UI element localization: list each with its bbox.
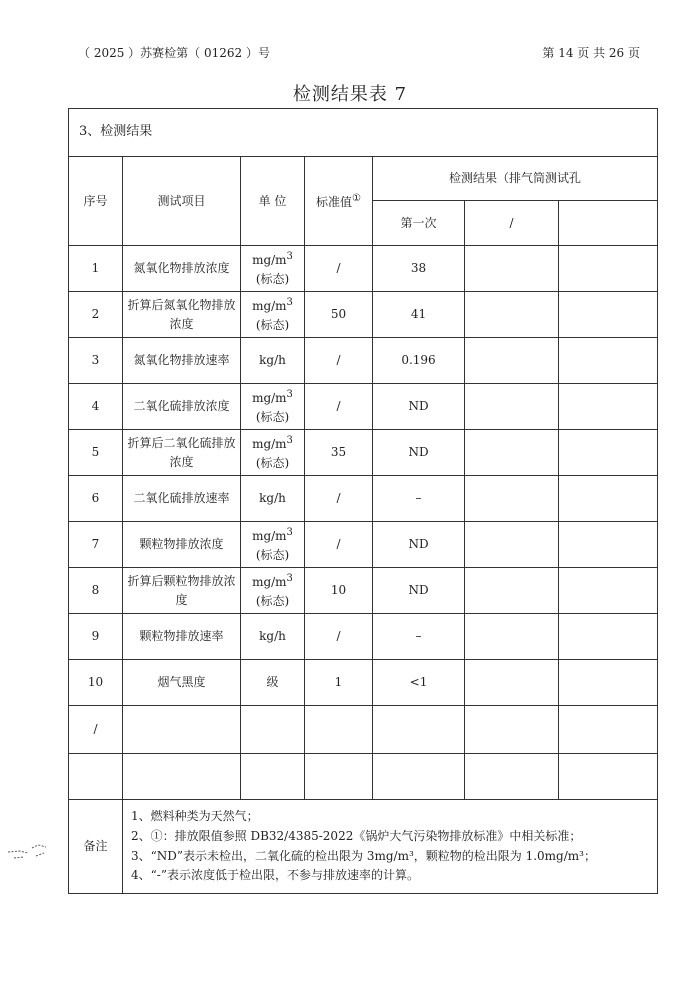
item-cell [123, 614, 241, 660]
result-first-cell [373, 384, 465, 430]
result-third-cell [559, 292, 658, 338]
result-first-value: ND [408, 537, 429, 552]
item-value: 氮氧化物排放浓度 [133, 261, 230, 276]
result-first-cell [373, 246, 465, 292]
standard-value: / [336, 353, 341, 368]
table-row [69, 614, 658, 660]
item-value: 折算后氮氧化物排放浓度 [127, 297, 236, 331]
result-second-cell [465, 568, 559, 614]
result-first-cell [373, 430, 465, 476]
seq-cell [69, 522, 123, 568]
table-row [69, 754, 658, 800]
pen-mark [6, 836, 52, 862]
unit-value: mg/m [252, 528, 287, 543]
result-first-value: ND [408, 583, 429, 598]
seq-value: / [93, 722, 98, 737]
result-second-cell [465, 292, 559, 338]
unit-condition: (标态) [255, 317, 290, 332]
table-row [69, 568, 658, 614]
result-second-cell [465, 706, 559, 754]
table-row [69, 246, 658, 292]
result-third-cell [559, 754, 658, 800]
item-value: 颗粒物排放浓度 [139, 537, 224, 552]
header-item: 测试项目 [123, 157, 241, 246]
standard-cell [305, 522, 373, 568]
result-second-cell [465, 430, 559, 476]
result-first-value: 0.196 [401, 353, 436, 368]
item-cell [123, 338, 241, 384]
note-line: 3、“ND”表示未检出，二氧化硫的检出限为 3mg/m³，颗粒物的检出限为 1.0mg/m³； [131, 848, 596, 863]
unit-cell [241, 338, 305, 384]
standard-cell [305, 476, 373, 522]
seq-value: 2 [91, 307, 100, 322]
header-result-group: 检测结果（排气筒测试孔 [373, 157, 658, 201]
unit-value: mg/m [252, 574, 287, 589]
unit-cell [241, 522, 305, 568]
section-title: 3、检测结果 [69, 109, 658, 157]
result-third-cell [559, 338, 658, 384]
unit-cell [241, 430, 305, 476]
seq-value: 9 [91, 629, 100, 644]
header-seq: 序号 [69, 157, 123, 246]
unit-value: mg/m [252, 390, 287, 405]
unit-condition: (标态) [255, 409, 290, 424]
result-first-cell [373, 338, 465, 384]
unit-value: kg/h [259, 353, 286, 368]
result-first-value: – [415, 491, 422, 506]
page-info: 第 14 页 共 26 页 [542, 46, 640, 60]
table-row [69, 292, 658, 338]
note-line: 1、燃料种类为天然气； [131, 808, 259, 823]
header-second-test: / [465, 201, 559, 246]
unit-cell [241, 614, 305, 660]
result-first-cell [373, 568, 465, 614]
result-first-value: – [415, 629, 422, 644]
seq-value: 6 [91, 491, 100, 506]
unit-condition: (标态) [255, 593, 290, 608]
table-row [69, 660, 658, 706]
note-line: 4、“-”表示浓度低于检出限，不参与排放速率的计算。 [131, 868, 419, 883]
unit-cell [241, 292, 305, 338]
result-first-cell [373, 476, 465, 522]
result-second-cell [465, 246, 559, 292]
unit-condition: (标态) [255, 547, 290, 562]
report-number: （ 2025 ）苏赛检第（ 01262 ）号 [78, 46, 270, 60]
header-standard-label: 标准值 [316, 194, 353, 209]
result-third-cell [559, 660, 658, 706]
standard-value: / [336, 537, 341, 552]
item-cell [123, 754, 241, 800]
seq-value: 7 [91, 537, 100, 552]
item-cell [123, 384, 241, 430]
seq-cell [69, 614, 123, 660]
standard-cell [305, 384, 373, 430]
result-third-cell [559, 430, 658, 476]
result-first-cell [373, 292, 465, 338]
result-first-value: ND [408, 445, 429, 460]
section-row [69, 109, 658, 157]
result-second-cell [465, 522, 559, 568]
result-third-cell [559, 476, 658, 522]
standard-value: / [336, 261, 341, 276]
page-title: 检测结果表 7 [292, 84, 408, 105]
standard-cell [305, 338, 373, 384]
unit-value: mg/m [252, 298, 287, 313]
standard-cell [305, 292, 373, 338]
unit-cell [241, 660, 305, 706]
seq-cell [69, 246, 123, 292]
seq-cell [69, 338, 123, 384]
notes-label: 备注 [69, 800, 123, 894]
seq-value: 8 [91, 583, 100, 598]
item-cell [123, 430, 241, 476]
result-second-cell [465, 384, 559, 430]
unit-superscript: 3 [286, 250, 293, 262]
item-value: 氮氧化物排放速率 [133, 353, 230, 368]
seq-value: 5 [91, 445, 100, 460]
result-third-cell [559, 706, 658, 754]
result-second-cell [465, 338, 559, 384]
result-first-cell [373, 522, 465, 568]
unit-value: kg/h [259, 491, 286, 506]
item-cell [123, 292, 241, 338]
standard-value: / [336, 399, 341, 414]
result-first-cell [373, 614, 465, 660]
header-standard [305, 157, 373, 246]
result-first-cell [373, 706, 465, 754]
result-first-value: 38 [410, 261, 427, 276]
standard-cell [305, 430, 373, 476]
seq-cell [69, 568, 123, 614]
standard-value: 50 [330, 307, 347, 322]
table-row [69, 522, 658, 568]
unit-value: mg/m [252, 252, 287, 267]
seq-cell [69, 660, 123, 706]
unit-cell [241, 476, 305, 522]
header-unit: 单 位 [241, 157, 305, 246]
standard-cell [305, 754, 373, 800]
result-third-cell [559, 522, 658, 568]
seq-value: 4 [91, 399, 100, 414]
unit-cell [241, 568, 305, 614]
header-third-test [559, 201, 658, 246]
standard-cell [305, 246, 373, 292]
table-row [69, 338, 658, 384]
result-third-cell [559, 384, 658, 430]
table-row [69, 384, 658, 430]
unit-value: mg/m [252, 436, 287, 451]
item-cell [123, 706, 241, 754]
item-cell [123, 660, 241, 706]
header-standard-footnote: ① [352, 192, 361, 204]
standard-cell [305, 706, 373, 754]
unit-cell [241, 384, 305, 430]
item-value: 二氧化硫排放速率 [133, 491, 230, 506]
result-second-cell [465, 660, 559, 706]
unit-superscript: 3 [286, 296, 293, 308]
notes-content [123, 800, 658, 894]
result-first-value: ND [408, 399, 429, 414]
unit-cell [241, 706, 305, 754]
header-row [69, 157, 658, 201]
seq-cell [69, 384, 123, 430]
unit-value: kg/h [259, 629, 286, 644]
standard-value: 1 [334, 675, 343, 690]
item-value: 折算后颗粒物排放浓度 [127, 573, 236, 607]
unit-cell [241, 754, 305, 800]
result-second-cell [465, 754, 559, 800]
item-value: 二氧化硫排放浓度 [133, 399, 230, 414]
standard-cell [305, 568, 373, 614]
seq-cell [69, 292, 123, 338]
unit-condition: (标态) [255, 455, 290, 470]
result-first-value: <1 [409, 675, 428, 690]
unit-value: 级 [266, 675, 279, 690]
item-value: 烟气黑度 [157, 675, 206, 690]
seq-cell [69, 430, 123, 476]
item-cell [123, 476, 241, 522]
result-second-cell [465, 614, 559, 660]
results-table [68, 108, 658, 894]
seq-cell [69, 706, 123, 754]
result-first-value: 41 [410, 307, 427, 322]
result-third-cell [559, 246, 658, 292]
seq-value: 3 [91, 353, 100, 368]
standard-cell [305, 614, 373, 660]
result-third-cell [559, 568, 658, 614]
unit-superscript: 3 [286, 526, 293, 538]
result-first-cell [373, 660, 465, 706]
standard-value: / [336, 629, 341, 644]
table-row [69, 706, 658, 754]
standard-cell [305, 660, 373, 706]
seq-cell [69, 476, 123, 522]
unit-superscript: 3 [286, 434, 293, 446]
note-line: 2、①：排放限值参照 DB32/4385-2022《锅炉大气污染物排放标准》中相关标准； [131, 828, 582, 843]
result-second-cell [465, 476, 559, 522]
result-first-cell [373, 754, 465, 800]
unit-condition: (标态) [255, 271, 290, 286]
unit-superscript: 3 [286, 572, 293, 584]
item-value: 颗粒物排放速率 [139, 629, 224, 644]
item-value: 折算后二氧化硫排放浓度 [127, 435, 236, 469]
standard-value: 10 [330, 583, 347, 598]
seq-value: 10 [87, 675, 104, 690]
unit-superscript: 3 [286, 388, 293, 400]
standard-value: / [336, 491, 341, 506]
seq-cell [69, 754, 123, 800]
notes-row [69, 800, 658, 894]
unit-cell [241, 246, 305, 292]
header-first-test: 第一次 [373, 201, 465, 246]
table-row [69, 430, 658, 476]
item-cell [123, 246, 241, 292]
result-third-cell [559, 614, 658, 660]
table-row [69, 476, 658, 522]
standard-value: 35 [330, 445, 347, 460]
item-cell [123, 522, 241, 568]
seq-value: 1 [91, 261, 100, 276]
item-cell [123, 568, 241, 614]
